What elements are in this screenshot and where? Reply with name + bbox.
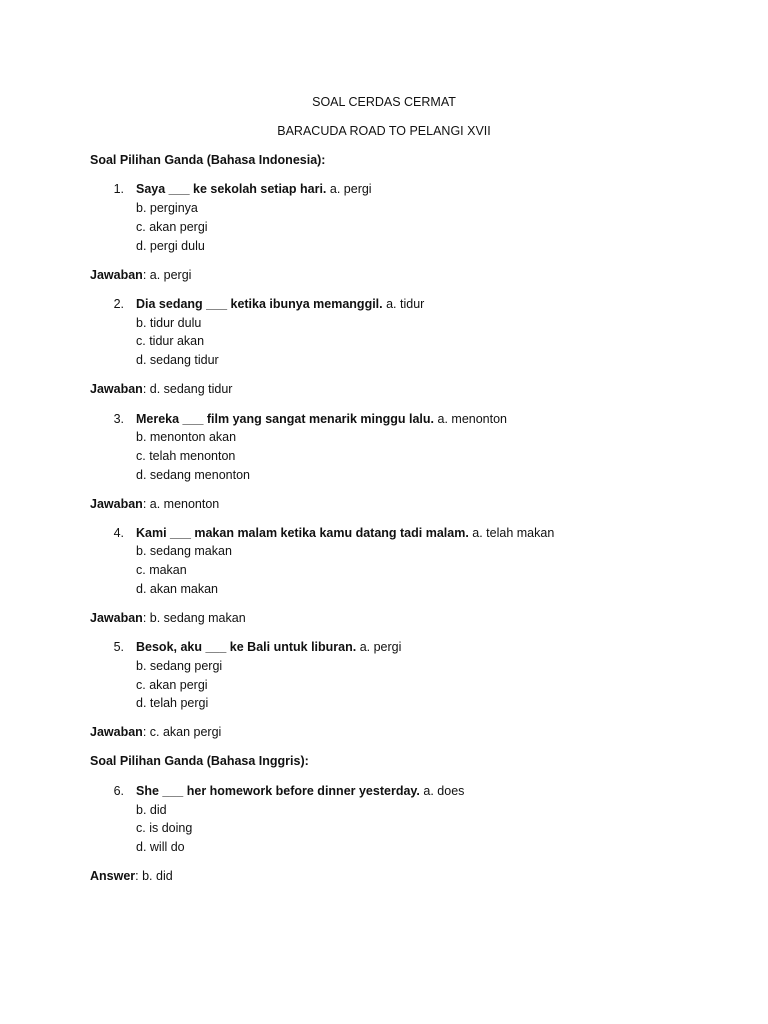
question-number: 3. — [113, 412, 124, 426]
option-c: c. makan — [136, 563, 187, 577]
option-b: b. sedang makan — [136, 544, 232, 558]
question-number: 4. — [113, 526, 124, 540]
answer-label: Jawaban — [90, 725, 143, 739]
question-number: 1. — [113, 182, 124, 196]
answer-label: Jawaban — [90, 382, 143, 396]
answer-line — [90, 868, 173, 884]
question-line — [136, 783, 464, 799]
option-a: a. menonton — [437, 412, 508, 426]
option-d: d. sedang tidur — [136, 353, 219, 367]
option-b: b. sedang pergi — [136, 659, 223, 673]
answer-value: : a. menonton — [142, 497, 220, 511]
answer-line — [90, 610, 246, 626]
question-stem: Besok, aku ___ ke Bali untuk liburan. — [136, 640, 357, 654]
answer-value: : b. sedang makan — [142, 611, 246, 625]
option-c: c. telah menonton — [136, 449, 236, 463]
question-stem: She ___ her homework before dinner yesterday. — [136, 784, 420, 798]
option-d: d. telah pergi — [136, 696, 209, 710]
question-line — [136, 411, 507, 427]
option-d: d. pergi dulu — [136, 239, 205, 253]
option-a: a. telah makan — [472, 526, 555, 540]
answer-label: Answer — [90, 869, 136, 883]
section-heading-inggris: Soal Pilihan Ganda (Bahasa Inggris): — [90, 754, 309, 768]
option-d: d. sedang menonton — [136, 468, 250, 482]
question-stem: Dia sedang ___ ketika ibunya memanggil. — [136, 297, 383, 311]
question-stem: Kami ___ makan malam ketika kamu datang tadi malam. — [136, 526, 469, 540]
option-a: a. tidur — [386, 297, 425, 311]
answer-value: : a. pergi — [142, 268, 192, 282]
answer-line — [90, 496, 219, 512]
option-a: a. does — [423, 784, 465, 798]
option-c: c. akan pergi — [136, 220, 208, 234]
option-c: c. is doing — [136, 821, 193, 835]
answer-value: : d. sedang tidur — [142, 382, 233, 396]
question-stem: Saya ___ ke sekolah setiap hari. — [136, 182, 327, 196]
question-number: 2. — [113, 297, 124, 311]
answer-value: : c. akan pergi — [142, 725, 222, 739]
answer-line — [90, 267, 191, 283]
option-a: a. pergi — [329, 182, 372, 196]
option-c: c. tidur akan — [136, 334, 205, 348]
document-subtitle: BARACUDA ROAD TO PELANGI XVII — [277, 124, 491, 138]
option-b: b. tidur dulu — [136, 316, 202, 330]
answer-label: Jawaban — [90, 497, 143, 511]
answer-line — [90, 724, 221, 740]
option-b: b. menonton akan — [136, 430, 237, 444]
option-d: d. akan makan — [136, 582, 218, 596]
option-b: b. perginya — [136, 201, 198, 215]
answer-line — [90, 381, 232, 397]
question-stem: Mereka ___ film yang sangat menarik minggu lalu. — [136, 412, 435, 426]
question-number: 5. — [113, 640, 124, 654]
question-line — [136, 525, 554, 541]
answer-label: Jawaban — [90, 268, 143, 282]
option-c: c. akan pergi — [136, 678, 208, 692]
answer-value: : b. did — [135, 869, 173, 883]
question-line — [136, 639, 401, 655]
answer-label: Jawaban — [90, 611, 143, 625]
question-line — [136, 181, 372, 197]
option-b: b. did — [136, 803, 167, 817]
question-number: 6. — [113, 784, 124, 798]
question-line — [136, 296, 424, 312]
option-d: d. will do — [136, 840, 185, 854]
option-a: a. pergi — [359, 640, 402, 654]
section-heading-indonesia: Soal Pilihan Ganda (Bahasa Indonesia): — [90, 153, 326, 167]
document-title: SOAL CERDAS CERMAT — [312, 95, 456, 109]
